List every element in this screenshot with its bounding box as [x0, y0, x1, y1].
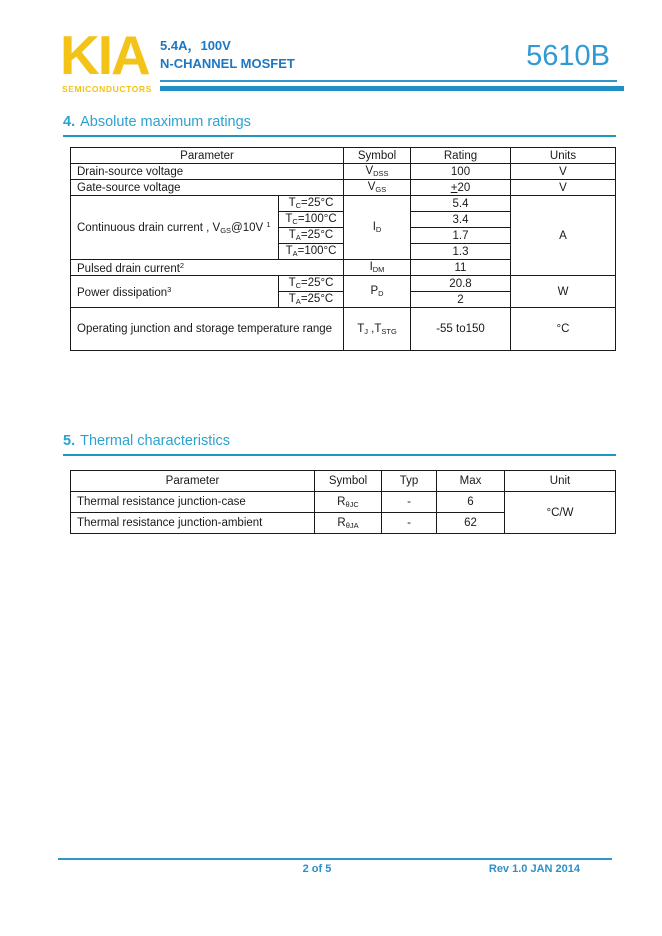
section-4-heading	[63, 114, 616, 137]
revision-label: Rev 1.0 JAN 2014	[488, 863, 580, 875]
symbol-cell: $I_D$	[344, 196, 411, 260]
rating-cell: 20.8	[411, 276, 511, 292]
table-row	[71, 180, 616, 196]
condition-cell: $T_C=25^\circ C$	[279, 276, 344, 292]
rating-cell: 1.7	[411, 228, 511, 244]
col-header-symbol: Symbol	[344, 148, 411, 164]
units-cell: V	[511, 180, 616, 196]
col-header-parameter: Parameter	[71, 471, 315, 492]
col-header-parameter: Parameter	[71, 148, 344, 164]
param-cell: Operating junction and storage temperature range	[71, 308, 344, 351]
param-cell: Thermal resistance junction-case	[71, 492, 315, 513]
part-number: 5610B	[526, 40, 610, 72]
header-rule-thin	[160, 80, 617, 82]
product-summary	[160, 37, 295, 73]
table-row	[71, 308, 616, 351]
col-header-unit: Unit	[505, 471, 616, 492]
footer-rule	[58, 858, 612, 860]
param-cell: Pulsed drain current$^2$	[71, 260, 344, 276]
max-cell: 6	[437, 492, 505, 513]
symbol-cell: $P_D$	[344, 276, 411, 308]
typ-cell: -	[382, 513, 437, 534]
rating-cell: 11	[411, 260, 511, 276]
param-cell: Thermal resistance junction-ambient	[71, 513, 315, 534]
symbol-cell: $R_{\theta JC}$	[315, 492, 382, 513]
table-header-row	[71, 471, 616, 492]
rating-cell: 100	[411, 164, 511, 180]
rating-cell: 3.4	[411, 212, 511, 228]
param-cell: Continuous drain current , $V_{GS}@10V$ $^1$	[71, 196, 279, 260]
section-title-text: Absolute maximum ratings	[80, 114, 251, 130]
section-number: 4.	[63, 114, 76, 130]
kia-logo-subtitle: SEMICONDUCTORS	[62, 84, 152, 94]
max-cell: 62	[437, 513, 505, 534]
col-header-typ: Typ	[382, 471, 437, 492]
condition-cell: $T_C=100^\circ C$	[279, 212, 344, 228]
table-header-row	[71, 148, 616, 164]
rating-cell: 1.3	[411, 244, 511, 260]
symbol-cell: $V_{DSS}$	[344, 164, 411, 180]
table-row	[71, 164, 616, 180]
units-cell: °C	[511, 308, 616, 351]
kia-logo: KIA	[60, 24, 149, 86]
units-cell: V	[511, 164, 616, 180]
table-row	[71, 196, 616, 212]
condition-cell: $T_A=25^\circ C$	[279, 228, 344, 244]
absolute-maximum-ratings-table	[70, 147, 616, 351]
typ-cell: -	[382, 492, 437, 513]
symbol-cell: $V_{GS}$	[344, 180, 411, 196]
rating-cell: -55 to150	[411, 308, 511, 351]
col-header-symbol: Symbol	[315, 471, 382, 492]
param-cell: Gate-source voltage	[71, 180, 344, 196]
symbol-cell: $T_J$ $,T_{STG}$	[344, 308, 411, 351]
param-cell: Drain-source voltage	[71, 164, 344, 180]
col-header-units: Units	[511, 148, 616, 164]
condition-cell: $T_A=25^\circ C$	[279, 292, 344, 308]
section-title-text: Thermal characteristics	[80, 433, 230, 449]
section-number: 5.	[63, 433, 76, 449]
symbol-cell: $R_{\theta JA}$	[315, 513, 382, 534]
unit-cell: °C/W	[505, 492, 616, 534]
rating-cell: +20	[411, 180, 511, 196]
condition-cell: $T_C=25^\circ C$	[279, 196, 344, 212]
header-rule-thick	[160, 86, 624, 91]
page-number: 2 of 5	[302, 863, 332, 875]
rating-cell: 5.4	[411, 196, 511, 212]
col-header-max: Max	[437, 471, 505, 492]
symbol-cell: $I_{DM}$	[344, 260, 411, 276]
param-cell: Power dissipation$^3$	[71, 276, 279, 308]
thermal-characteristics-table	[70, 470, 616, 534]
condition-cell: $T_A=100^\circ C$	[279, 244, 344, 260]
rating-cell: 2	[411, 292, 511, 308]
table-row	[71, 276, 616, 292]
product-type-line: N-CHANNEL MOSFET	[160, 56, 295, 71]
col-header-rating: Rating	[411, 148, 511, 164]
section-5-heading	[63, 433, 616, 456]
units-cell: W	[511, 276, 616, 308]
product-rating-line: 5.4A，100V	[160, 38, 231, 53]
table-row	[71, 492, 616, 513]
units-cell: A	[511, 196, 616, 276]
